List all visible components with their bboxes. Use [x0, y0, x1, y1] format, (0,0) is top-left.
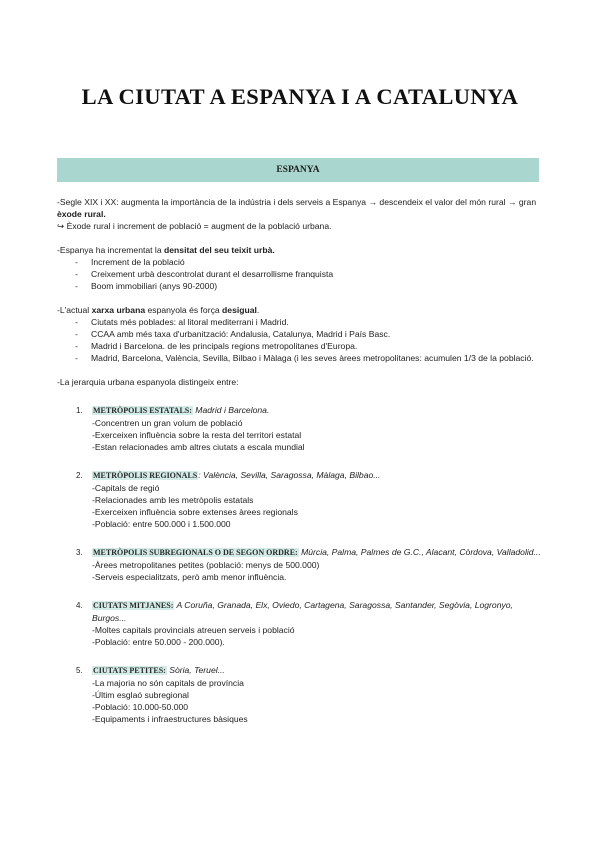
hierarchy-item: 4. CIUTATS MITJANES: A Coruña, Granada, Elx, Oviedo, Cartagena, Saragossa, Santander, Segòvia, Logronyo, Burgos... -Moltes capitals provincials atreuen serveis i població -Població: entre 50.000 - 200.000). [76, 600, 513, 647]
section-banner: ESPANYA [57, 158, 539, 182]
page-title: LA CIUTAT A ESPANYA I A CATALUNYA [81, 84, 519, 109]
paragraph-hierarchy: -La jerarquia urbana espanyola distingeix entre: [57, 377, 239, 387]
density-text: -Espanya ha incrementat la [57, 245, 165, 255]
paragraph-density [57, 244, 545, 256]
list-item: - Increment de la població [75, 257, 185, 267]
list-item: - Creixement urbà descontrolat durant el desarrollisme franquista [75, 269, 334, 279]
list-item: - CCAA amb més taxa d'urbanització: Andalusia, Catalunya, Madrid i País Basc. [75, 329, 391, 339]
density-bold: densitat del seu teixit urbà. [164, 245, 275, 255]
list-item: - Madrid, Barcelona, València, Sevilla, Bilbao i Màlaga (i les seves àrees metropolitanes: acumulen 1/3 de la població. [75, 353, 534, 363]
hierarchy-label: METRÒPOLIS SUBREGIONALS O DE SEGON ORDRE: [93, 548, 298, 557]
paragraph-intro [57, 196, 545, 220]
hierarchy-label: CIUTATS PETITES: [93, 666, 166, 675]
hierarchy-item: 1. METRÒPOLIS ESTATALS: Madrid i Barcelona. -Concentren un gran volum de població -Exerceixen influència sobre la resta del territori estatal -Estan relacionades amb altres ciutats a escala mundial [76, 405, 305, 452]
hierarchy-label: METRÒPOLIS ESTATALS: [93, 406, 192, 415]
paragraph-network: -L'actual xarxa urbana espanyola és força desigual. [57, 305, 260, 315]
hierarchy-label: METRÒPOLIS REGIONALS [93, 471, 198, 480]
list-item: - Boom immobiliari (anys 90-2000) [75, 281, 218, 291]
hierarchy-item: 2. METRÒPOLIS REGIONALS: València, Sevilla, Saragossa, Màlaga, Bilbao... -Capitals de regió -Relacionades amb les metròpolis estatals -Exerceixen influència sobre extenses àrees regionals -Població: entre 500.000 i 1.500.000 [76, 470, 381, 529]
hierarchy-item: 3. METRÒPOLIS SUBREGIONALS O DE SEGON ORDRE: Múrcia, Palma, Palmes de G.C., Alacant, Còrdova, Valladolid... -Àrees metropolitanes petites (població: menys de 500.000) -Serveis especialitzats, però amb menor influència. [76, 547, 541, 582]
hierarchy-item: 5. CIUTATS PETITES: Sòria, Teruel... -La majoria no són capitals de província -Últim esglaó subregional -Població: 10.000-50.000 -Equipaments i infraestructures bàsiques [76, 665, 248, 724]
list-item: - Madrid i Barcelona. de les principals regions metropolitanes d'Europa. [75, 341, 358, 351]
list-item: - Ciutats més poblades: al litoral mediterrani i Madrid. [75, 317, 289, 327]
paragraph-intro-note: ↪ Èxode rural i increment de població = augment de la població urbana. [57, 221, 332, 231]
document-body [57, 196, 545, 725]
intro-bold: èxode rural. [57, 209, 106, 219]
hierarchy-label: CIUTATS MITJANES: [93, 601, 174, 610]
intro-text: -Segle XIX i XX: augmenta la importància de la indústria i dels serveis a Espanya → descendeix el valor del món rural → gran [57, 197, 537, 207]
